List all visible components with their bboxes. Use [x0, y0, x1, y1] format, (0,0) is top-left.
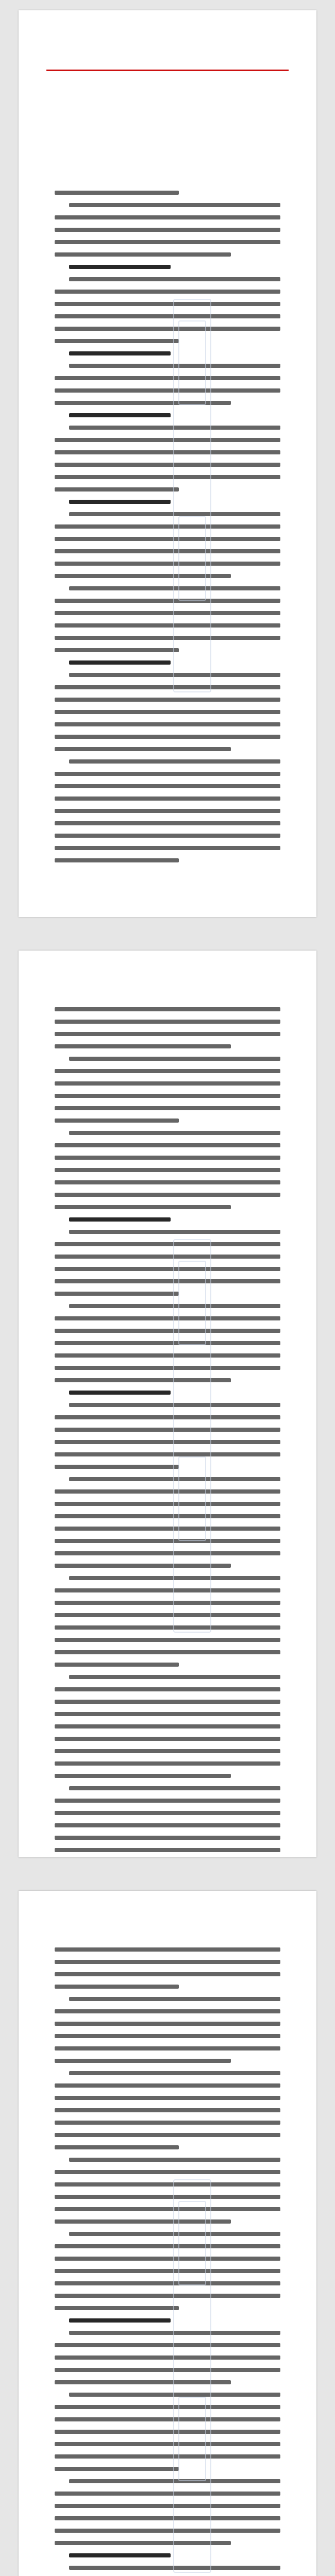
text-line	[55, 1761, 280, 1766]
text-line	[69, 277, 280, 281]
text-line	[55, 2504, 280, 2508]
text-line	[55, 1353, 280, 1358]
text-line	[55, 1316, 280, 1320]
text-line	[55, 636, 280, 640]
text-line	[55, 747, 231, 751]
section-heading	[69, 265, 171, 269]
body-text	[55, 1007, 280, 1857]
text-line	[55, 240, 280, 244]
text-line	[55, 2195, 280, 2199]
text-line	[55, 1329, 280, 1333]
text-line	[55, 858, 179, 862]
text-line	[55, 314, 280, 318]
text-line	[55, 2145, 179, 2149]
text-line	[55, 2170, 280, 2174]
text-line	[55, 1737, 280, 1741]
text-line	[69, 759, 280, 764]
text-line	[55, 735, 280, 739]
text-line	[55, 1811, 280, 1815]
text-line	[55, 1452, 280, 1456]
text-line	[69, 1131, 280, 1135]
text-line	[55, 834, 280, 838]
text-line	[55, 1366, 280, 1370]
text-line	[55, 1440, 280, 1444]
text-line	[55, 2294, 280, 2298]
text-line	[55, 2281, 280, 2285]
text-line	[55, 2257, 280, 2261]
text-line	[55, 2417, 280, 2421]
text-line	[55, 1156, 280, 1160]
section-heading	[69, 2553, 171, 2557]
text-line	[55, 388, 280, 393]
text-line	[55, 1106, 280, 1110]
text-line	[55, 2207, 280, 2211]
text-line	[55, 1489, 280, 1494]
section-heading	[69, 413, 171, 417]
text-line	[55, 809, 280, 813]
text-line	[55, 698, 280, 702]
text-line	[55, 710, 280, 714]
text-line	[55, 2059, 231, 2063]
text-line	[55, 1799, 280, 1803]
text-line	[55, 796, 280, 801]
red-divider	[46, 70, 289, 71]
text-line	[55, 2306, 179, 2310]
text-line	[55, 1724, 280, 1728]
body-text	[55, 191, 280, 871]
text-line	[55, 2244, 280, 2248]
text-line	[55, 1428, 280, 1432]
text-line	[55, 1007, 280, 1011]
text-line	[55, 1539, 280, 1543]
text-line	[55, 1032, 280, 1036]
text-line	[55, 1143, 280, 1147]
text-line	[55, 1292, 179, 1296]
section-heading	[69, 351, 171, 355]
text-line	[55, 228, 280, 232]
text-line	[55, 1650, 280, 1654]
text-line	[55, 1588, 280, 1592]
text-line	[55, 2368, 280, 2372]
section-heading	[69, 2318, 171, 2323]
text-line	[55, 1848, 280, 1852]
section-heading	[69, 660, 171, 665]
text-line	[55, 1625, 280, 1630]
text-line	[69, 1786, 280, 1790]
text-line	[69, 2158, 280, 2162]
red-header	[19, 59, 316, 71]
text-line	[55, 2108, 280, 2112]
text-line	[69, 1675, 280, 1679]
text-line	[55, 1502, 280, 1506]
text-line	[55, 2442, 280, 2446]
text-line	[55, 487, 179, 492]
text-line	[55, 1613, 280, 1617]
text-line	[55, 2182, 280, 2187]
text-line	[55, 1601, 280, 1605]
text-line	[55, 1774, 231, 1778]
text-line	[55, 2022, 280, 2026]
text-line	[69, 2071, 280, 2075]
text-line	[55, 772, 280, 776]
text-line	[55, 1700, 280, 1704]
text-line	[55, 1712, 280, 1716]
text-line	[55, 1960, 280, 1964]
text-line	[55, 2405, 280, 2409]
text-line	[55, 1193, 280, 1197]
section-heading	[69, 1217, 171, 1222]
text-line	[55, 2096, 280, 2100]
text-line	[55, 1279, 280, 1283]
text-line	[69, 203, 280, 207]
text-line	[55, 290, 280, 294]
text-line	[55, 611, 280, 615]
text-line	[55, 215, 280, 219]
text-line	[55, 623, 280, 628]
text-line	[55, 2529, 280, 2533]
text-line	[55, 1638, 280, 1642]
text-line	[55, 2009, 280, 2013]
document-page-3	[19, 1891, 316, 2576]
text-line	[55, 1749, 280, 1753]
text-line	[55, 2343, 280, 2347]
text-line	[55, 846, 280, 850]
text-line	[55, 1985, 179, 1989]
document-page-1	[19, 10, 316, 917]
text-line	[55, 2121, 280, 2125]
watermark-stamp	[173, 299, 211, 692]
body-text	[55, 1947, 280, 2576]
text-line	[55, 1514, 280, 1518]
section-heading	[69, 500, 171, 504]
text-line	[55, 1118, 179, 1123]
text-line	[55, 1267, 280, 1271]
text-line	[55, 524, 280, 529]
text-line	[55, 2467, 179, 2471]
text-line	[55, 784, 280, 788]
text-line	[55, 1205, 231, 1209]
text-line	[55, 599, 280, 603]
text-line	[55, 2133, 280, 2137]
text-line	[55, 2516, 280, 2520]
text-line	[55, 2046, 280, 2050]
text-line	[55, 1242, 280, 1246]
text-line	[55, 1836, 280, 1840]
document-page-2	[19, 951, 316, 1857]
text-line	[55, 685, 280, 689]
text-line	[55, 549, 280, 553]
text-line	[55, 1947, 280, 1952]
text-line	[69, 1230, 280, 1234]
text-line	[55, 1180, 280, 1184]
text-line	[55, 1527, 280, 1531]
text-line	[55, 339, 179, 343]
text-line	[55, 1823, 280, 1827]
text-line	[69, 1057, 280, 1061]
text-line	[55, 1687, 280, 1691]
text-line	[55, 1044, 231, 1048]
text-line	[55, 475, 280, 479]
text-line	[55, 821, 280, 825]
text-line	[55, 1020, 280, 1024]
text-line	[55, 1551, 280, 1555]
text-line	[55, 1972, 280, 1976]
text-line	[55, 438, 280, 442]
text-line	[55, 1255, 280, 1259]
text-line	[55, 2034, 280, 2038]
text-line	[69, 1997, 280, 2001]
text-line	[55, 722, 280, 726]
text-line	[55, 2430, 280, 2434]
text-line	[55, 376, 280, 380]
text-line	[55, 2083, 280, 2088]
text-line	[55, 327, 280, 331]
text-line	[55, 2454, 280, 2459]
text-line	[55, 450, 280, 454]
text-line	[55, 1094, 280, 1098]
text-line	[55, 2492, 280, 2496]
watermark-stamp	[173, 2179, 211, 2573]
text-line	[55, 2355, 280, 2360]
text-line	[55, 1465, 179, 1469]
text-line	[55, 562, 280, 566]
text-line	[55, 252, 231, 257]
text-line	[55, 463, 280, 467]
text-line	[55, 537, 280, 541]
text-line	[55, 1663, 179, 1667]
text-line	[55, 2269, 280, 2273]
text-line	[55, 1341, 280, 1345]
text-line	[55, 648, 179, 652]
text-line	[55, 1415, 280, 1419]
watermark-stamp	[173, 1239, 211, 1633]
text-line	[55, 1168, 280, 1172]
section-heading	[69, 1391, 171, 1395]
text-line	[55, 1069, 280, 1073]
text-line	[55, 302, 280, 306]
text-line	[55, 1081, 280, 1086]
text-line	[55, 191, 179, 195]
